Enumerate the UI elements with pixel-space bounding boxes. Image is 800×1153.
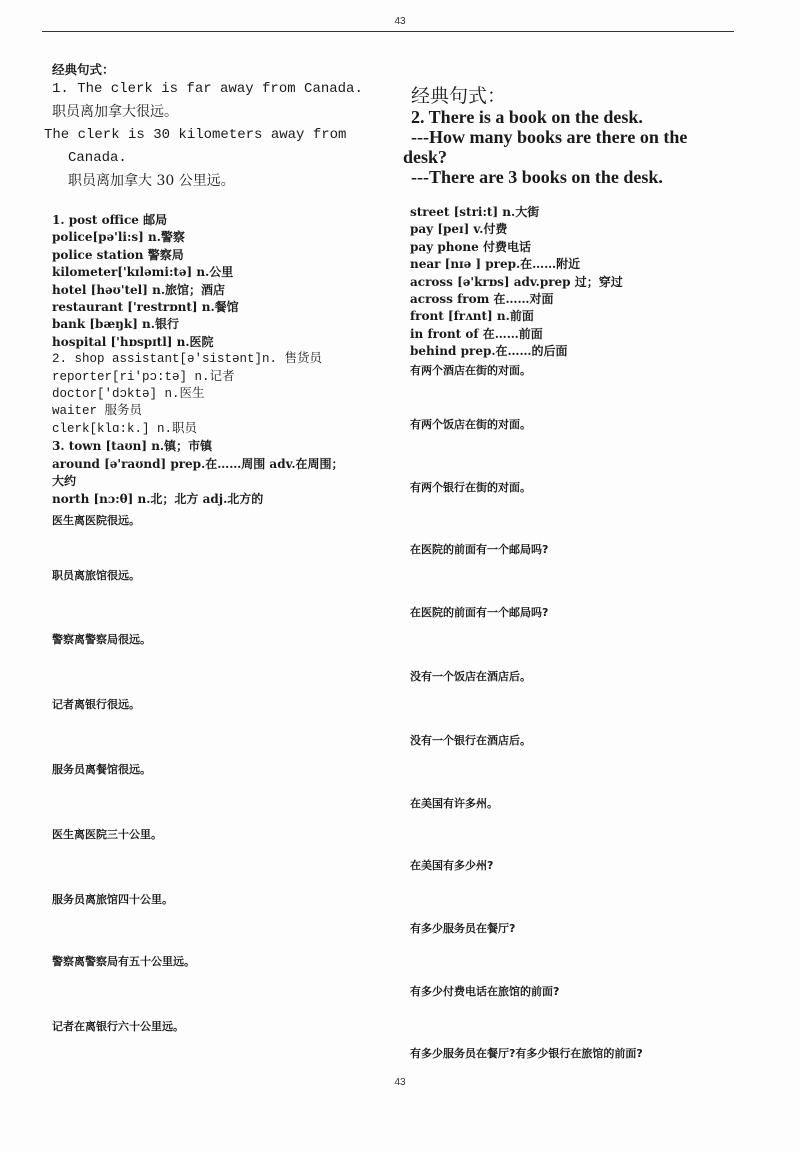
left-exercise: 服务员离旅馆四十公里。 [52,893,173,906]
vocab-item: pay phone 付费电话 [410,239,531,254]
right-heading: 经典句式： [411,85,507,107]
vocab-item: 1. post office 邮局 [52,213,168,227]
vocab-item: hotel [həʊ'tel] n.旅馆；酒店 [52,282,225,297]
vocab-item: doctor['dɔktə] n.医生 [52,387,205,402]
vocab-item: near [nɪə ] prep.在……附近 [410,257,581,272]
vocab-item: in front of 在……前面 [410,326,543,341]
vocab-item: kilometer['kɪləmi:tə] n.公里 [52,265,234,280]
vocab-item: police[pə'li:s] n.警察 [52,230,185,245]
vocab-item: north [nɔ:θ] n.北；北方 adj.北方的 [52,491,264,506]
page-number-top: 43 [394,16,406,27]
left-vocab-list [52,212,392,508]
left-sentence-1: 1. The clerk is far away from Canada. [52,81,363,97]
vocab-item: 大约 [52,474,77,489]
page-number-bottom: 43 [394,1077,406,1088]
left-exercise: 医生离医院很远。 [52,514,140,527]
vocab-item: across from 在……对面 [410,292,554,307]
vocab-item: reporter[ri'pɔ:tə] n.记者 [52,369,235,384]
right-sentence-4: ---There are 3 books on the desk. [411,167,663,187]
right-exercise: 在医院的前面有一个邮局吗? [410,606,549,619]
right-exercise: 没有一个饭店在酒店后。 [410,670,531,683]
right-exercise: 没有一个银行在酒店后。 [410,734,531,747]
right-exercise: 在美国有多少州? [410,859,494,872]
right-exercise: 有两个银行在街的对面。 [410,481,531,494]
right-sentence-2: ---How many books are there on the [411,127,688,147]
left-exercise: 警察离警察局有五十公里远。 [52,955,195,968]
right-sentence-1: 2. There is a book on the desk. [411,107,643,127]
left-exercise: 记者离银行很远。 [52,698,140,711]
vocab-item: pay [peɪ] v.付费 [410,222,508,237]
right-exercise: 有两个酒店在街的对面。 [410,364,531,377]
vocab-item: hospital ['hɒspɪtl] n.医院 [52,334,214,349]
vocab-item: 2. shop assistant[ə'sistənt]n. 售货员 [52,352,323,367]
vocab-item: waiter 服务员 [52,404,143,419]
vocab-item: street [stri:t] n.大街 [410,205,540,219]
left-exercise: 警察离警察局很远。 [52,633,151,646]
left-heading-block [52,60,382,78]
left-sentence-3: The clerk is 30 kilometers away from [44,127,347,143]
left-exercise: 职员离旅馆很远。 [52,569,140,582]
vocab-item: behind prep.在……的后面 [410,344,568,359]
left-exercise: 记者在离银行六十公里远。 [52,1020,184,1033]
left-heading: 经典句式： [52,62,115,77]
vocab-item: police station 警察局 [52,247,184,262]
vocab-item: 3. town [taʊn] n.镇；市镇 [52,439,213,454]
vocab-item: front [frʌnt] n.前面 [410,309,534,324]
left-exercise: 医生离医院三十公里。 [52,828,162,841]
left-sentence-5: 职员离加拿大 30 公里远。 [68,173,235,189]
vocab-item: restaurant ['restrɒnt] n.餐馆 [52,300,239,315]
right-exercise: 在美国有许多州。 [410,797,498,810]
right-vocab-list [410,204,740,361]
left-sentence-4: Canada. [68,150,127,166]
vocab-item: around [ə'raʊnd] prep.在……周围 adv.在周围； [52,456,344,471]
right-exercise: 有多少服务员在餐厅?有多少银行在旅馆的前面? [410,1047,643,1060]
left-sentence-2: 职员离加拿大很远。 [52,104,178,120]
right-exercise: 有两个饭店在街的对面。 [410,418,531,431]
right-sentence-3: desk? [403,147,448,167]
right-exercise: 在医院的前面有一个邮局吗? [410,543,549,556]
left-exercise: 服务员离餐馆很远。 [52,763,151,776]
right-exercise: 有多少服务员在餐厅? [410,922,516,935]
vocab-item: across [ə'krɒs] adv.prep 过；穿过 [410,274,623,289]
vocab-item: clerk[klɑ:k.] n.职员 [52,421,198,436]
header-rule [42,31,734,32]
right-exercise: 有多少付费电话在旅馆的前面? [410,985,560,998]
vocab-item: bank [bæŋk] n.银行 [52,317,179,332]
